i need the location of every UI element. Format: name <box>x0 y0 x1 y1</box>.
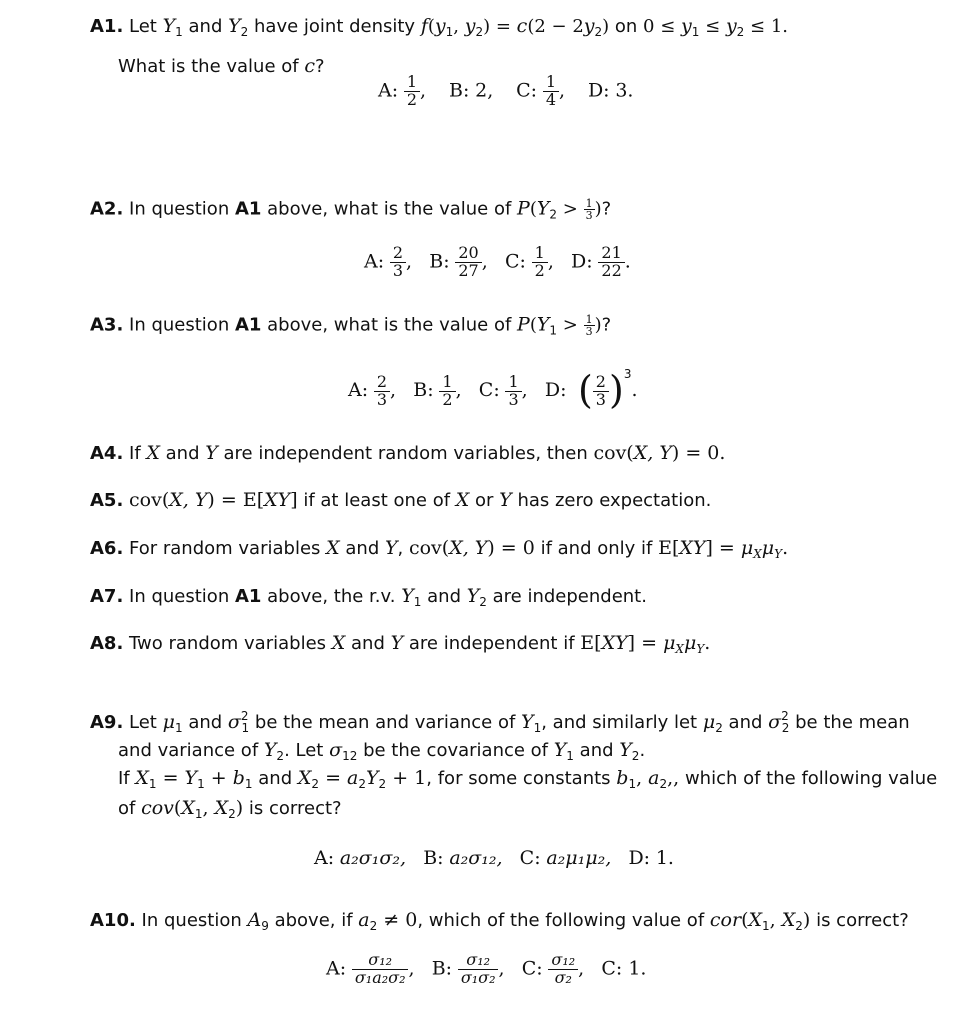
question-a8: A8. Two random variables X and Y are independent if $E[XY] = \mu_X\mu_Y$. <box>90 632 711 656</box>
choice-a-label: A: <box>348 379 369 402</box>
question-a9-line-2: and variance of $Y_2$. Let $\sigma_{12}$ be the covariance of $Y_1$ and $Y_2$. <box>118 739 646 763</box>
question-a2-label: A2. <box>90 198 124 220</box>
question-a9: A9. Let $\mu_1$ and $\sigma^2_1$ be the mean and variance of $Y_1$, and similarly let $\mu_2$ and $\sigma^2_2$ be the mean <box>90 709 910 735</box>
choice-d-value: 1. <box>655 847 674 869</box>
choice-c-label: C: <box>478 379 500 402</box>
choice-c-label: C: <box>504 250 526 273</box>
question-a2: A2. In question A1 above, what is the value of $P(Y_2$ > $\frac{1}{3}$ )? <box>90 197 612 222</box>
question-a1-line-2: What is the value of c? <box>118 55 325 77</box>
question-a5-label: A5. <box>90 490 124 511</box>
question-a9-line-4: of $cov(X_1$, $X_2$) is correct? <box>118 797 342 821</box>
choice-d-label: D: <box>571 250 593 273</box>
question-a6-label: A6. <box>90 538 124 559</box>
question-a10-label: A10. <box>90 910 136 931</box>
choice-b-value: 2 <box>475 79 488 102</box>
choice-a-fraction: $\frac{2}{3}$ <box>374 374 390 409</box>
question-a1: A1. Let $Y_1$ and $Y_2$ have joint density $f(y_1$, $y_2) = c(2 - 2y_2)$ on $0 \le y_1 \le y_2 \le 1$. <box>90 15 789 39</box>
choice-b-fraction: $\frac{1}{2}$ <box>439 374 455 409</box>
choice-d-fraction: $\frac{21}{22}$ <box>598 245 624 280</box>
choice-b-fraction: $\frac{\text{σ₁₂}}{\text{σ₁σ₂}}$ <box>458 952 499 987</box>
question-a3-choices: A: $\frac{2}{3}$ , B: $\frac{1}{2}$ , C: $\frac{1}{3}$ , D: ( $\frac{2}{3}$ )$^3$. <box>348 367 638 413</box>
question-a1-label: A1. <box>90 16 124 37</box>
question-a9-choices <box>314 848 674 870</box>
question-a4: A4. If X and Y are independent random variables, then cov(X, Y) = 0. <box>90 442 726 464</box>
question-a9-line-3: If $X_1 = Y_1 + b_1$ and $X_2 = a_2Y_2 + 1$, for some constants $b_1$, $a_2$,, which of the following value <box>118 767 938 791</box>
choice-c-fraction: $\frac{\text{σ₁₂}}{\text{σ₂}}$ <box>548 952 578 987</box>
choice-a-fraction: $\frac{1}{2}$ <box>404 74 420 109</box>
choice-d-value: C: 1. <box>601 957 647 980</box>
choice-a-value: a₂σ₁σ₂, <box>339 847 407 869</box>
choice-a-label: A: <box>326 957 347 980</box>
choice-b-label: B: <box>431 957 453 980</box>
choice-d-fraction: $\frac{2}{3}$ <box>593 374 609 409</box>
question-a3-label: A3. <box>90 314 124 336</box>
question-a2-choices: A: $\frac{2}{3}$ , B: $\frac{20}{27}$ , C: $\frac{1}{2}$ , D: $\frac{21}{22}$ . <box>364 243 631 280</box>
choice-c-fraction: $\frac{1}{4}$ <box>543 74 559 109</box>
choice-d-label: D: <box>628 847 651 869</box>
choice-c-label: C: <box>521 957 543 980</box>
question-a6: A6. For random variables X and Y, cov(X, Y) = 0 if and only if $E[XY] = \mu_X\mu_Y$. <box>90 537 789 561</box>
choice-d-value: 3. <box>615 79 634 102</box>
question-a10-choices: A: $\frac{\text{σ₁₂}}{\text{σ₁a₂σ₂}}$ , B: $\frac{\text{σ₁₂}}{\text{σ₁σ₂}}$ , C: $\frac{\text{σ₁₂}}{\text{σ₂}}$ , C: 1. <box>326 950 647 987</box>
choice-b-fraction: $\frac{20}{27}$ <box>455 245 481 280</box>
choice-c-label: C: <box>516 79 538 102</box>
question-a10: A10. In question $A_9$ above, if $a_2 \ne 0$, which of the following value of $cor(X_1$, $X_2$) is correct? <box>90 909 909 933</box>
question-a5: A5. cov(X, Y) = E[XY] if at least one of X or Y has zero expectation. <box>90 489 712 511</box>
question-a1-choices: A: $\frac{1}{2}$ , B: 2, C: $\frac{1}{4}$ , D: 3. <box>378 72 634 109</box>
question-a7: A7. In question A1 above, the r.v. $Y_1$ and $Y_2$ are independent. <box>90 585 647 609</box>
choice-a-label: A: <box>378 79 399 102</box>
choice-b-value: a₂σ₁₂, <box>449 847 503 869</box>
choice-d-label: D: <box>544 379 567 402</box>
choice-b-label: B: <box>429 250 450 273</box>
choice-d-power: 3 <box>623 367 632 381</box>
choice-a-label: A: <box>364 250 385 273</box>
choice-d-label: D: <box>587 79 610 102</box>
question-a3: A3. In question A1 above, what is the value of $P(Y_1$ > $\frac{1}{3}$ )? <box>90 313 612 338</box>
choice-b-label: B: <box>423 847 444 869</box>
question-a8-label: A8. <box>90 633 124 654</box>
choice-b-label: B: <box>448 79 470 102</box>
question-a4-label: A4. <box>90 443 124 464</box>
question-a9-label: A9. <box>90 712 124 733</box>
choice-a-fraction: $\frac{\text{σ₁₂}}{\text{σ₁a₂σ₂}}$ <box>352 952 409 987</box>
choice-a-label: A: <box>314 847 335 869</box>
choice-b-label: B: <box>413 379 434 402</box>
choice-c-label: C: <box>519 847 541 869</box>
choice-c-fraction: $\frac{1}{3}$ <box>505 374 521 409</box>
choice-a-fraction: $\frac{2}{3}$ <box>390 245 406 280</box>
choice-c-value: a₂μ₁μ₂, <box>546 847 612 869</box>
question-a7-label: A7. <box>90 586 124 607</box>
choice-c-fraction: $\frac{1}{2}$ <box>532 245 548 280</box>
